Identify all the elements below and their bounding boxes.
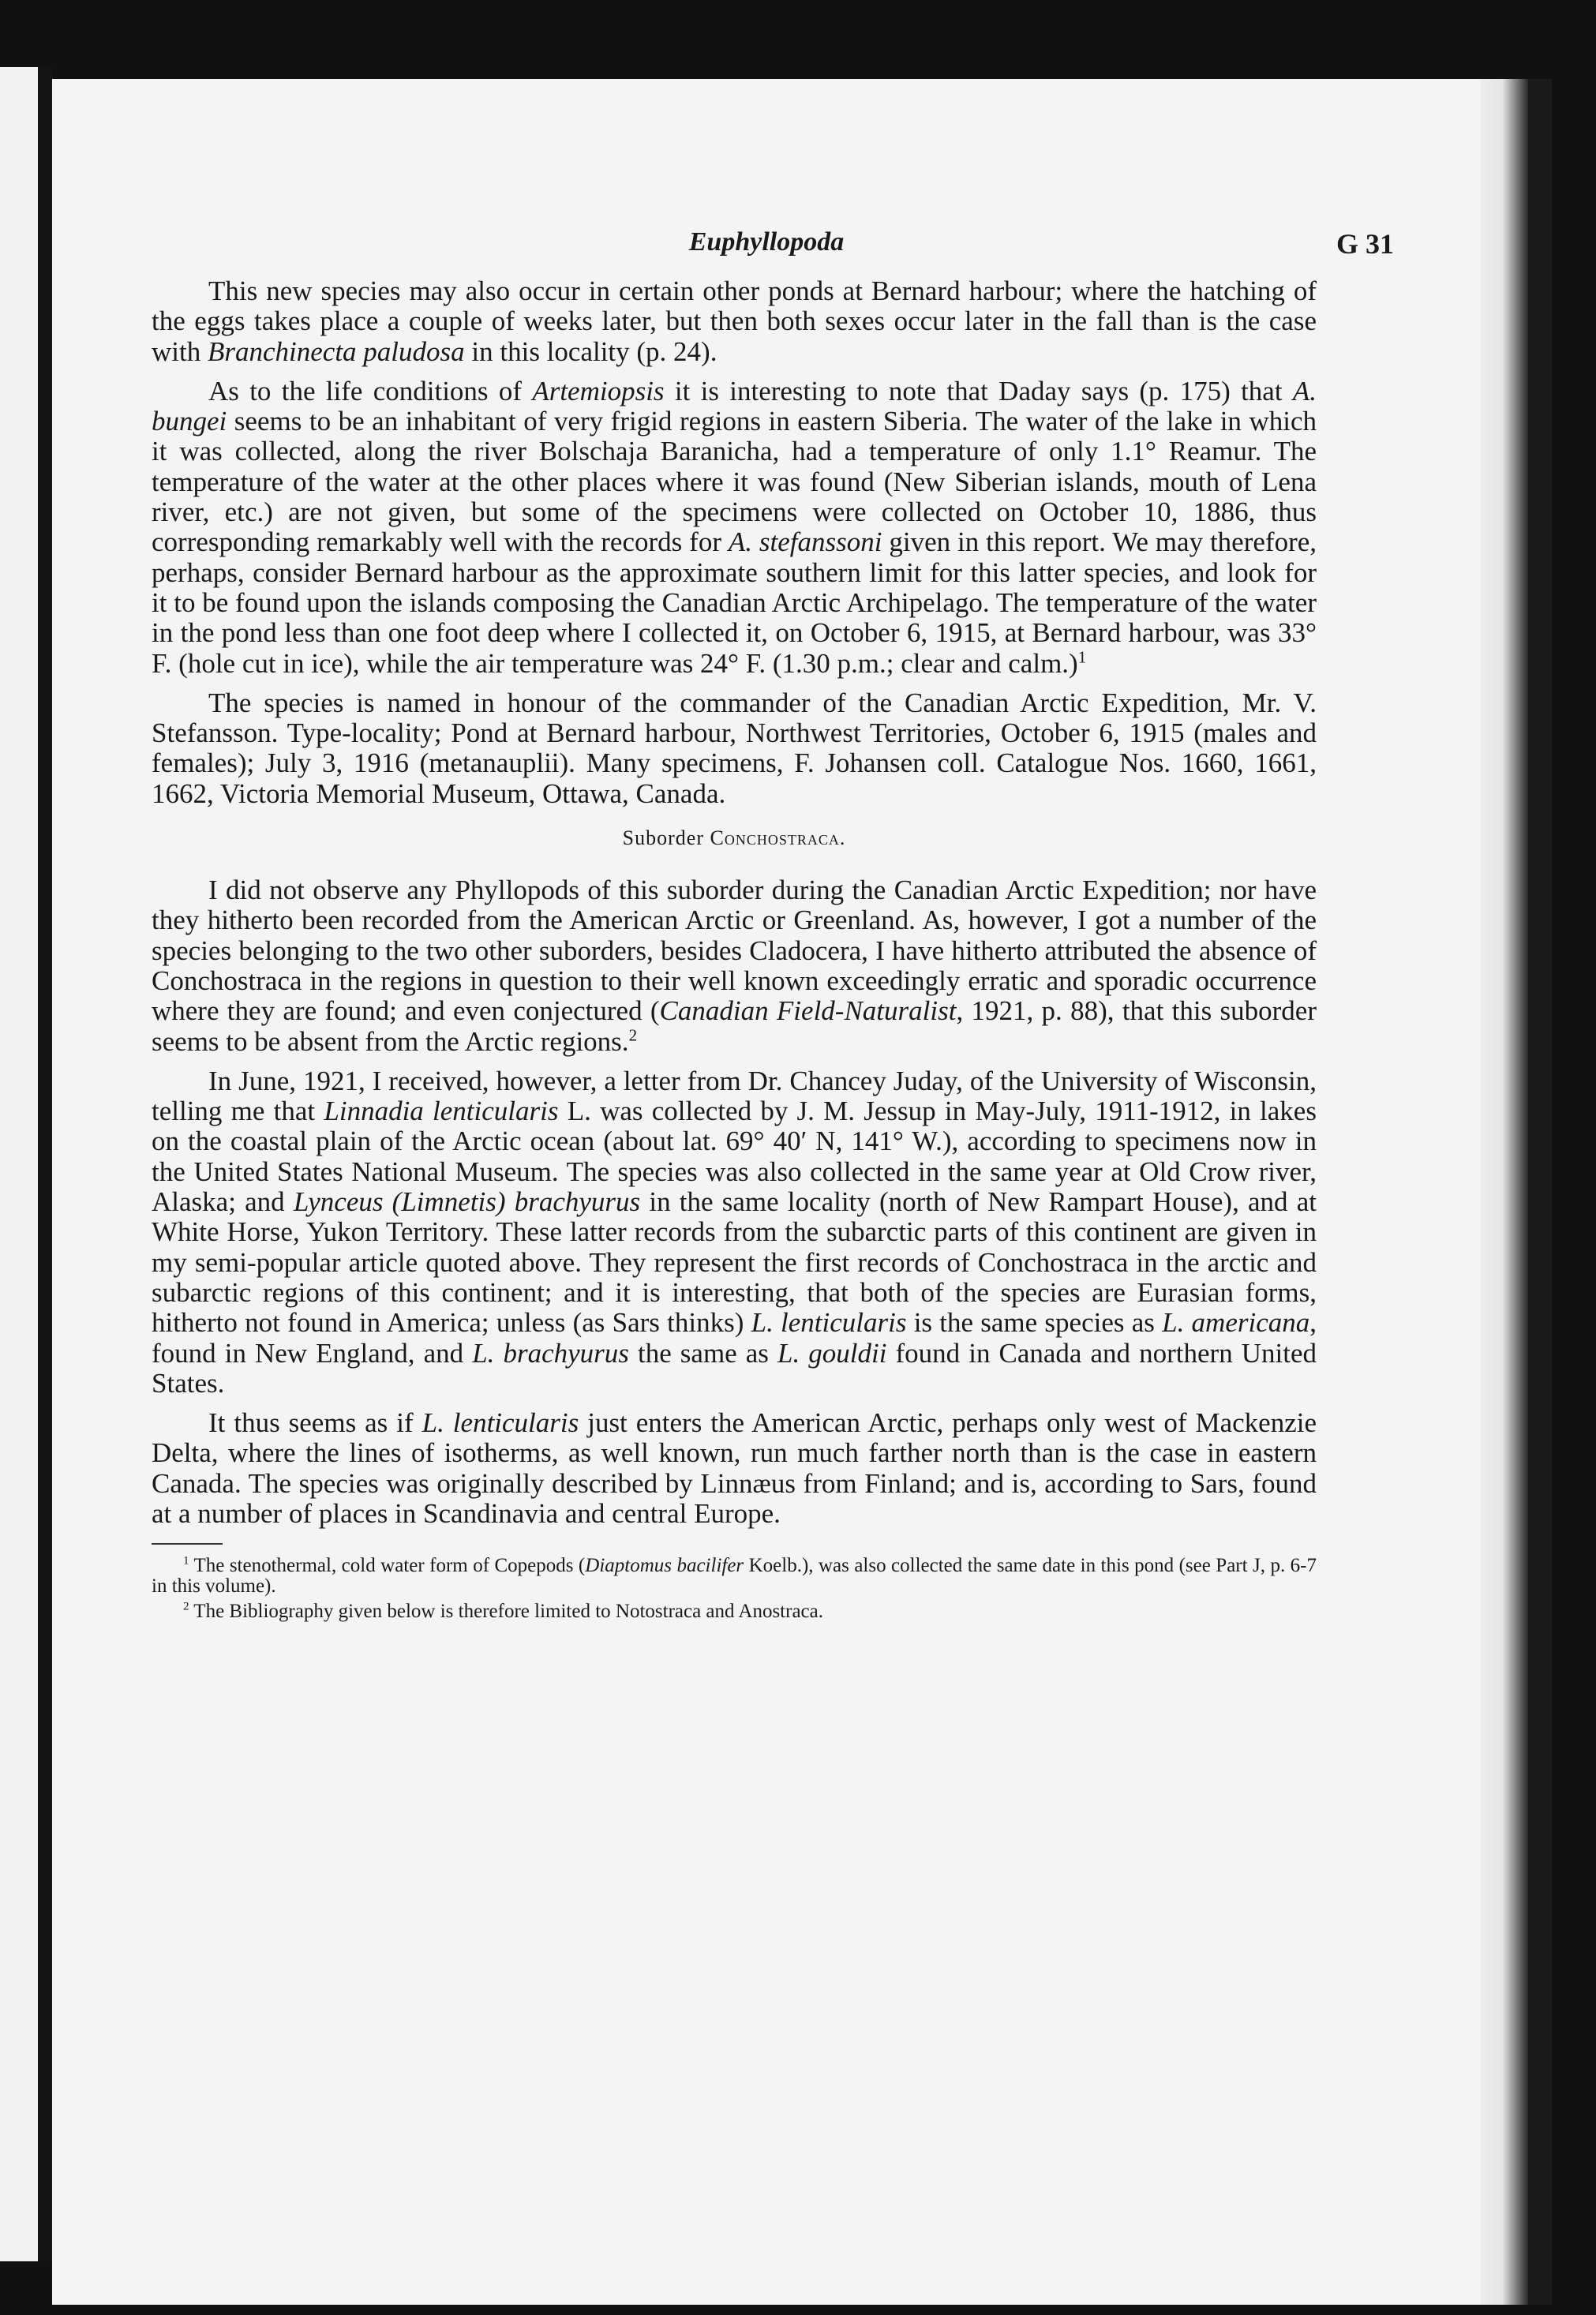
- text-run: found in Canada and northern United States.: [152, 1337, 1317, 1399]
- text-run: As to the life conditions of: [208, 375, 533, 406]
- text-run: in this locality (p. 24).: [464, 335, 717, 367]
- text-run: given in this report. We may therefore, perhaps, consider Bernard harbour as the approximate southern limit for this latter species, and look for it to be found upon the islands composing the Canadian Arctic Archipelago. The temperature of the water in the pond less than one foot deep where I collected it, on October 6, 1915, at Bernard harbour, was 33° F. (hole cut in ice), while the air temperature was 24° F. (1.30 p.m.; clear and calm.): [152, 526, 1317, 679]
- text-run: is the same species as: [906, 1307, 1163, 1339]
- italic-run: L. brachyurus: [472, 1337, 629, 1369]
- footnote-mark: 1: [183, 1554, 189, 1568]
- footnote-2: [152, 1601, 1317, 1622]
- italic-run: L. americana: [1162, 1307, 1310, 1339]
- italic-run: L. lenticularis: [751, 1307, 907, 1339]
- text-run: in the same locality (north of New Rampart House), and at White Horse, Yukon Territory. These latter records from the subarctic parts of this continent are given in my semi-popular article quoted above. They represent the first records of Conchostraca in the arctic and subarctic regions of this continent; and it is interesting, that both of the species are Eurasian forms, hitherto not found in America; unless (as Sars thinks): [152, 1186, 1317, 1339]
- footnote-mark: 2: [183, 1600, 189, 1613]
- text-run: just enters the American Arctic, perhaps only west of Mackenzie Delta, where the lines of isotherms, as well known, run much farther north than is the case in eastern Canada. The species was originally described by Linnæus from Finland; and is, according to Sars, found at a number of places in Scandinavia and central Europe.: [152, 1407, 1317, 1529]
- italic-run: Artemiopsis: [532, 375, 665, 406]
- text-run: , 1921, p. 88), that this suborder seems to be absent from the Arctic regions.: [152, 995, 1317, 1057]
- scan-border: [1528, 79, 1552, 2305]
- text-run: It thus seems as if: [208, 1407, 422, 1439]
- paragraph-5: [152, 1066, 1317, 1399]
- body-text: [152, 276, 1317, 1627]
- text-run: L. was collected by J. M. Jessup in May-July, 1911-1912, in lakes on the coastal plain of the Arctic ocean (about lat. 69° 40′ N, 141° W.), according to specimens now in the United States National Museum. The species was also collected in the same year at Old Crow river, Alaska; and: [152, 1096, 1317, 1218]
- page-gutter: [38, 67, 52, 2261]
- italic-run: A. stefanssoni: [728, 526, 882, 558]
- text-run: , found in New England, and: [152, 1307, 1317, 1369]
- italic-run: L. lenticularis: [421, 1407, 579, 1439]
- paragraph-4: [152, 875, 1317, 1057]
- text-run: In June, 1921, I received, however, a letter from Dr. Chancey Juday, of the University of Wisconsin, telling me that: [152, 1065, 1317, 1127]
- paragraph-1: [152, 276, 1317, 367]
- text-run: The species is named in honour of the commander of the Canadian Arctic Expedition, Mr. V. Stefansson. Type-locality; Pond at Bernard harbour, Northwest Territories, October 6, 1915 (males and females); July 3, 1916 (metanauplii). Many specimens, F. Johansen coll. Catalogue Nos. 1660, 1661, 1662, Victoria Memorial Museum, Ottawa, Canada.: [152, 687, 1317, 809]
- italic-run: A. bungei: [152, 375, 1317, 437]
- paragraph-6: [152, 1408, 1317, 1529]
- text-run: Koelb.), was also collected the same date in this pond (see Part J, p. 6-7 in this volume).: [152, 1555, 1317, 1598]
- footnote-rule: [152, 1543, 223, 1545]
- text-run: This new species may also occur in certain other ponds at Bernard harbour; where the hatching of the eggs takes place a couple of weeks later, but then both sexes occur later in the fall than is the case with: [152, 275, 1317, 367]
- italic-run: Linnadia lenticularis: [324, 1096, 559, 1127]
- text-run: The stenothermal, cold water form of Copepods (: [189, 1555, 586, 1577]
- paragraph-2: [152, 376, 1317, 679]
- text-run: I did not observe any Phyllopods of this suborder during the Canadian Arctic Expedition; nor have they hitherto been recorded from the American Arctic or Greenland. As, however, I got a number of the species belonging to the two other suborders, besides Cladocera, I have hitherto attributed the absence of Conchostraca in the regions in question to their well known exceedingly erratic and sporadic occurrence where they are found; and even conjectured (: [152, 875, 1317, 1027]
- italic-run: Canadian Field-Naturalist: [659, 995, 957, 1027]
- text-run: the same as: [628, 1337, 777, 1369]
- section-heading: [152, 826, 1317, 850]
- footnote-1: [152, 1556, 1317, 1597]
- page-shadow-edge: [1481, 79, 1528, 2305]
- text-run: The Bibliography given below is therefore limited to Notostraca and Anostraca.: [189, 1601, 823, 1623]
- footnote-ref: 2: [628, 1025, 638, 1044]
- italic-run: Lynceus (Limnetis) brachyurus: [293, 1186, 641, 1218]
- italic-run: Diaptomus bacilifer: [585, 1555, 744, 1577]
- heading-prefix: Suborder: [622, 826, 710, 850]
- running-head: [52, 227, 1481, 267]
- heading-name: Conchostraca.: [710, 826, 846, 850]
- page-number: G 31: [1336, 228, 1394, 260]
- paragraph-3: [152, 688, 1317, 809]
- footnote-ref: 1: [1077, 646, 1087, 666]
- italic-run: L. gouldii: [777, 1337, 887, 1369]
- running-title: Euphyllopoda: [688, 227, 845, 257]
- italic-run: Branchinecta paludosa: [207, 335, 465, 367]
- adjacent-page-edge: [0, 67, 38, 2261]
- text-run: seems to be an inhabitant of very frigid regions in eastern Siberia. The water of the lake in which it was collected, along the river Bolschaja Baranicha, had a temperature of only 1.1° Reamur. The temperature of the water at the other places where it was found (New Siberian islands, mouth of Lena river, etc.) are not given, but some of the specimens were collected on October 10, 1886, thus corresponding remarkably well with the records for: [152, 406, 1317, 558]
- text-run: it is interesting to note that Daday says (p. 175) that: [664, 375, 1293, 406]
